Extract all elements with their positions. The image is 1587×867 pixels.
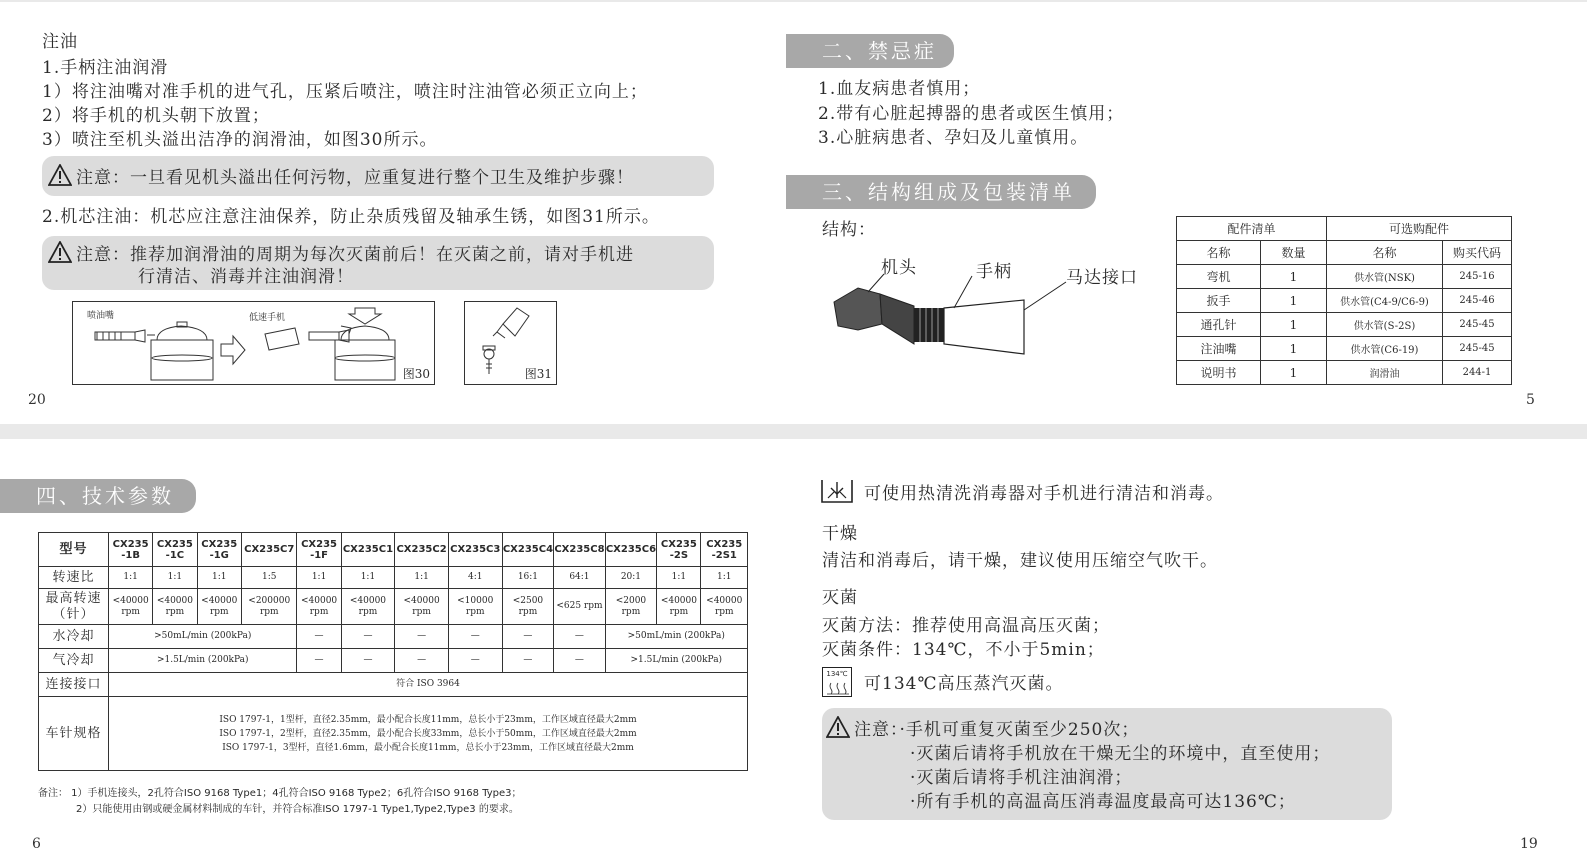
ratio-cell: 4:1 xyxy=(448,567,502,589)
table-cell: 扳手 xyxy=(1177,289,1261,313)
dash-cell: — xyxy=(341,625,395,649)
page-number-20: 20 xyxy=(28,392,46,408)
figure-31-caption: 图31 xyxy=(524,367,552,381)
table-row xyxy=(1177,337,1512,361)
model-cell: CX235C8 xyxy=(554,533,605,567)
top-border xyxy=(0,0,1587,2)
dash-cell: — xyxy=(395,625,449,649)
dash-cell: — xyxy=(341,649,395,673)
autoclave-134-icon xyxy=(822,667,852,697)
dash-cell: — xyxy=(297,649,341,673)
table-row xyxy=(1177,361,1512,385)
table-col-header: 名称 xyxy=(1177,241,1261,265)
air-cooling-row xyxy=(39,649,748,673)
dash-cell: — xyxy=(502,649,554,673)
ratio-cell: 64:1 xyxy=(554,567,605,589)
warning-note-2-line-2: 行清洁、消毒并注油润滑！ xyxy=(138,267,354,287)
table-cell: 245-46 xyxy=(1443,289,1512,313)
table-row xyxy=(1177,289,1512,313)
warning-triangle-icon xyxy=(48,164,72,186)
core-lubrication: 2.机芯注油：机芯应注意注油保养，防止杂质残留及轴承生锈，如图31所示。 xyxy=(42,207,660,227)
model-cell: CX235C7 xyxy=(242,533,297,567)
dash-cell: — xyxy=(554,649,605,673)
water-cooling-label: 水冷却 xyxy=(39,625,109,649)
warning-note-1-text: 注意：一旦看见机头溢出任何污物，应重复进行整个卫生及维护步骤！ xyxy=(76,168,634,188)
sterilization-note-line-3: ·灭菌后请将手机注油润滑； xyxy=(910,768,1133,788)
table-cell: 1 xyxy=(1261,361,1327,385)
sterilization-heading: 灭菌 xyxy=(822,588,858,608)
table-cell: 1 xyxy=(1261,289,1327,313)
model-cell: CX235 -1B xyxy=(109,533,153,567)
bur-spec-label: 车针规格 xyxy=(39,697,109,771)
optional-group-header: 可选购配件 xyxy=(1327,217,1512,241)
bur-spec-3: ISO 1797-1，3型杆，直径1.6mm，最小配合长度11mm，总长小于23mm，工作区域直径最大2mm xyxy=(222,742,634,753)
tech-spec-table xyxy=(38,532,748,771)
table-cell: 245-16 xyxy=(1443,265,1512,289)
part-head-label: 机头 xyxy=(881,258,917,278)
ratio-cell: 20:1 xyxy=(605,567,657,589)
speed-cell: <200000 rpm xyxy=(242,589,297,625)
model-cell: CX235 -1G xyxy=(197,533,242,567)
dash-cell: — xyxy=(502,625,554,649)
table-col-header: 名称 xyxy=(1327,241,1443,265)
drying-heading: 干燥 xyxy=(822,524,858,544)
ratio-cell: 1:1 xyxy=(657,567,701,589)
speed-cell: <40000 rpm xyxy=(109,589,153,625)
table-cell: 供水管(C4-9/C6-9) xyxy=(1327,289,1443,313)
air-cooling-value: >1.5L/min (200kPa) xyxy=(605,649,747,673)
page-separator xyxy=(0,424,1587,439)
water-cooling-value: >50mL/min (200kPa) xyxy=(605,625,747,649)
bur-spec-2: ISO 1797-1，2型杆，直径2.35mm，最小配合长度33mm，总长小于50mm，工作区域直径最大2mm xyxy=(219,728,637,739)
dash-cell: — xyxy=(554,625,605,649)
contraindication-3: 3.心脏病患者、孕妇及儿童慎用。 xyxy=(818,128,1089,148)
figure-31 xyxy=(464,301,557,385)
section-contraindications-heading: 二、禁忌症 xyxy=(786,34,954,68)
sterilization-note-line-2: ·灭菌后请将手机放在干燥无尘的环境中，直至使用； xyxy=(910,744,1331,764)
dash-cell: — xyxy=(448,625,502,649)
step-2: 2）将手机的机头朝下放置； xyxy=(42,106,270,126)
model-cell: CX235C1 xyxy=(341,533,395,567)
bur-spec-values xyxy=(109,697,748,771)
model-cell: CX235C4 xyxy=(502,533,554,567)
figure-30-nozzle-label: 喷油嘴 xyxy=(87,311,115,321)
ratio-label: 转速比 xyxy=(39,567,109,589)
air-cooling-label: 气冷却 xyxy=(39,649,109,673)
table-cell: 通孔针 xyxy=(1177,313,1261,337)
dash-cell: — xyxy=(297,625,341,649)
speed-cell: <2000 rpm xyxy=(605,589,657,625)
ratio-cell: 1:1 xyxy=(153,567,197,589)
handle-lubrication-subheading: 1.手柄注油润滑 xyxy=(42,58,169,78)
water-cooling-value: >50mL/min (200kPa) xyxy=(109,625,297,649)
table-cell: 说明书 xyxy=(1177,361,1261,385)
figure-30-handpiece-label: 低速手机 xyxy=(249,313,286,323)
speed-cell: <40000 rpm xyxy=(701,589,748,625)
table-cell: 1 xyxy=(1261,337,1327,361)
structure-label: 结构： xyxy=(822,220,876,240)
table-cell: 供水管(NSK) xyxy=(1327,265,1443,289)
table-cell: 244-1 xyxy=(1443,361,1512,385)
page-number-19: 19 xyxy=(1520,836,1538,852)
water-cooling-row xyxy=(39,625,748,649)
ratio-cell: 16:1 xyxy=(502,567,554,589)
footnote-2: 2）只能使用由钢或硬金属材料制成的车针，并符合标准ISO 1797-1 Type1,Type2,Type3 的要求。 xyxy=(76,804,519,815)
section-specs-heading: 四、技术参数 xyxy=(0,479,196,513)
connection-label: 连接接口 xyxy=(39,673,109,697)
speed-cell: <40000 rpm xyxy=(153,589,197,625)
warning-note-2-line-1: 注意：推荐加润滑油的周期为每次灭菌前后！在灭菌之前，请对手机进 xyxy=(76,245,634,265)
contraindication-1: 1.血友病患者慎用； xyxy=(818,79,981,99)
model-cell: CX235 -2S1 xyxy=(701,533,748,567)
warning-note-1 xyxy=(42,156,714,196)
model-cell: CX235C2 xyxy=(395,533,449,567)
part-handle-label: 手柄 xyxy=(976,262,1012,282)
model-cell: CX235 -2S xyxy=(657,533,701,567)
table-col-header: 数量 xyxy=(1261,241,1327,265)
model-row xyxy=(39,533,748,567)
ratio-cell: 1:1 xyxy=(395,567,449,589)
autoclave-icon-text: 134℃ xyxy=(826,670,848,678)
warning-triangle-icon xyxy=(826,716,850,738)
ratio-cell: 1:1 xyxy=(109,567,153,589)
speed-cell: <40000 rpm xyxy=(341,589,395,625)
washer-disinfector-text: 可使用热清洗消毒器对手机进行清洁和消毒。 xyxy=(864,484,1224,504)
table-col-header: 购买代码 xyxy=(1443,241,1512,265)
washer-disinfector-icon xyxy=(820,478,854,504)
figure-30 xyxy=(72,301,435,385)
footnote-1: 备注： 1）手机连接头，2孔符合ISO 9168 Type1；4孔符合ISO 9168 Type2；6孔符合ISO 9168 Type3； xyxy=(38,788,522,799)
step-1: 1）将注油嘴对准手机的进气孔，压紧后喷注，喷注时注油管必须正立向上； xyxy=(42,82,648,102)
table-cell: 245-45 xyxy=(1443,313,1512,337)
speed-cell: <40000 rpm xyxy=(395,589,449,625)
speed-label: 最高转速（针） xyxy=(39,589,109,625)
table-cell: 润滑油 xyxy=(1327,361,1443,385)
ratio-cell: 1:5 xyxy=(242,567,297,589)
connection-row xyxy=(39,673,748,697)
model-cell: CX235C6 xyxy=(605,533,657,567)
parts-list-table xyxy=(1176,216,1512,385)
model-label: 型号 xyxy=(39,533,109,567)
warning-triangle-icon xyxy=(48,241,72,263)
sterilization-warning-note xyxy=(822,708,1392,820)
page-number-5: 5 xyxy=(1526,392,1535,408)
ratio-cell: 1:1 xyxy=(197,567,242,589)
sterilization-note-line-1: 注意：·手机可重复灭菌至少250次； xyxy=(854,720,1140,740)
parts-group-header: 配件清单 xyxy=(1177,217,1327,241)
sterilization-method: 灭菌方法：推荐使用高温高压灭菌； xyxy=(822,616,1110,636)
page-number-6: 6 xyxy=(32,836,41,852)
contraindication-2: 2.带有心脏起搏器的患者或医生慎用； xyxy=(818,104,1125,124)
table-cell: 245-45 xyxy=(1443,337,1512,361)
speed-row xyxy=(39,589,748,625)
bur-spec-1: ISO 1797-1，1型杆，直径2.35mm，最小配合长度11mm，总长小于23mm，工作区域直径最大2mm xyxy=(219,714,637,725)
table-row xyxy=(1177,265,1512,289)
speed-cell: <2500 rpm xyxy=(502,589,554,625)
table-cell: 1 xyxy=(1261,313,1327,337)
speed-cell: <40000 rpm xyxy=(657,589,701,625)
table-cell: 1 xyxy=(1261,265,1327,289)
speed-cell: <10000 rpm xyxy=(448,589,502,625)
table-row xyxy=(1177,313,1512,337)
section-structure-heading: 三、结构组成及包装清单 xyxy=(786,175,1096,209)
sterilization-condition: 灭菌条件：134℃，不小于5min； xyxy=(822,640,1105,660)
ratio-row xyxy=(39,567,748,589)
part-motor-label: 马达接口 xyxy=(1066,268,1138,288)
speed-cell: <40000 rpm xyxy=(297,589,341,625)
ratio-cell: 1:1 xyxy=(297,567,341,589)
ratio-cell: 1:1 xyxy=(341,567,395,589)
air-cooling-value: >1.5L/min (200kPa) xyxy=(109,649,297,673)
table-cell: 弯机 xyxy=(1177,265,1261,289)
model-cell: CX235 -1F xyxy=(297,533,341,567)
speed-cell: <40000 rpm xyxy=(197,589,242,625)
speed-cell: <625 rpm xyxy=(554,589,605,625)
warning-note-2 xyxy=(42,236,714,290)
ratio-cell: 1:1 xyxy=(701,567,748,589)
table-cell: 注油嘴 xyxy=(1177,337,1261,361)
autoclave-text: 可134℃高压蒸汽灭菌。 xyxy=(864,674,1064,694)
drying-text: 清洁和消毒后，请干燥，建议使用压缩空气吹干。 xyxy=(822,551,1218,571)
table-cell: 供水管(C6-19) xyxy=(1327,337,1443,361)
steam-waves-icon xyxy=(825,681,851,695)
dash-cell: — xyxy=(395,649,449,673)
table-cell: 供水管(S-2S) xyxy=(1327,313,1443,337)
bur-spec-row xyxy=(39,697,748,771)
sterilization-note-line-4: ·所有手机的高温高压消毒温度最高可达136℃； xyxy=(910,792,1296,812)
model-cell: CX235C3 xyxy=(448,533,502,567)
step-3: 3）喷注至机头溢出洁净的润滑油，如图30所示。 xyxy=(42,130,438,150)
lubrication-heading: 注油 xyxy=(42,32,78,52)
model-cell: CX235 -1C xyxy=(153,533,197,567)
connection-value: 符合 ISO 3964 xyxy=(109,673,748,697)
figure-30-caption: 图30 xyxy=(402,367,430,381)
dash-cell: — xyxy=(448,649,502,673)
